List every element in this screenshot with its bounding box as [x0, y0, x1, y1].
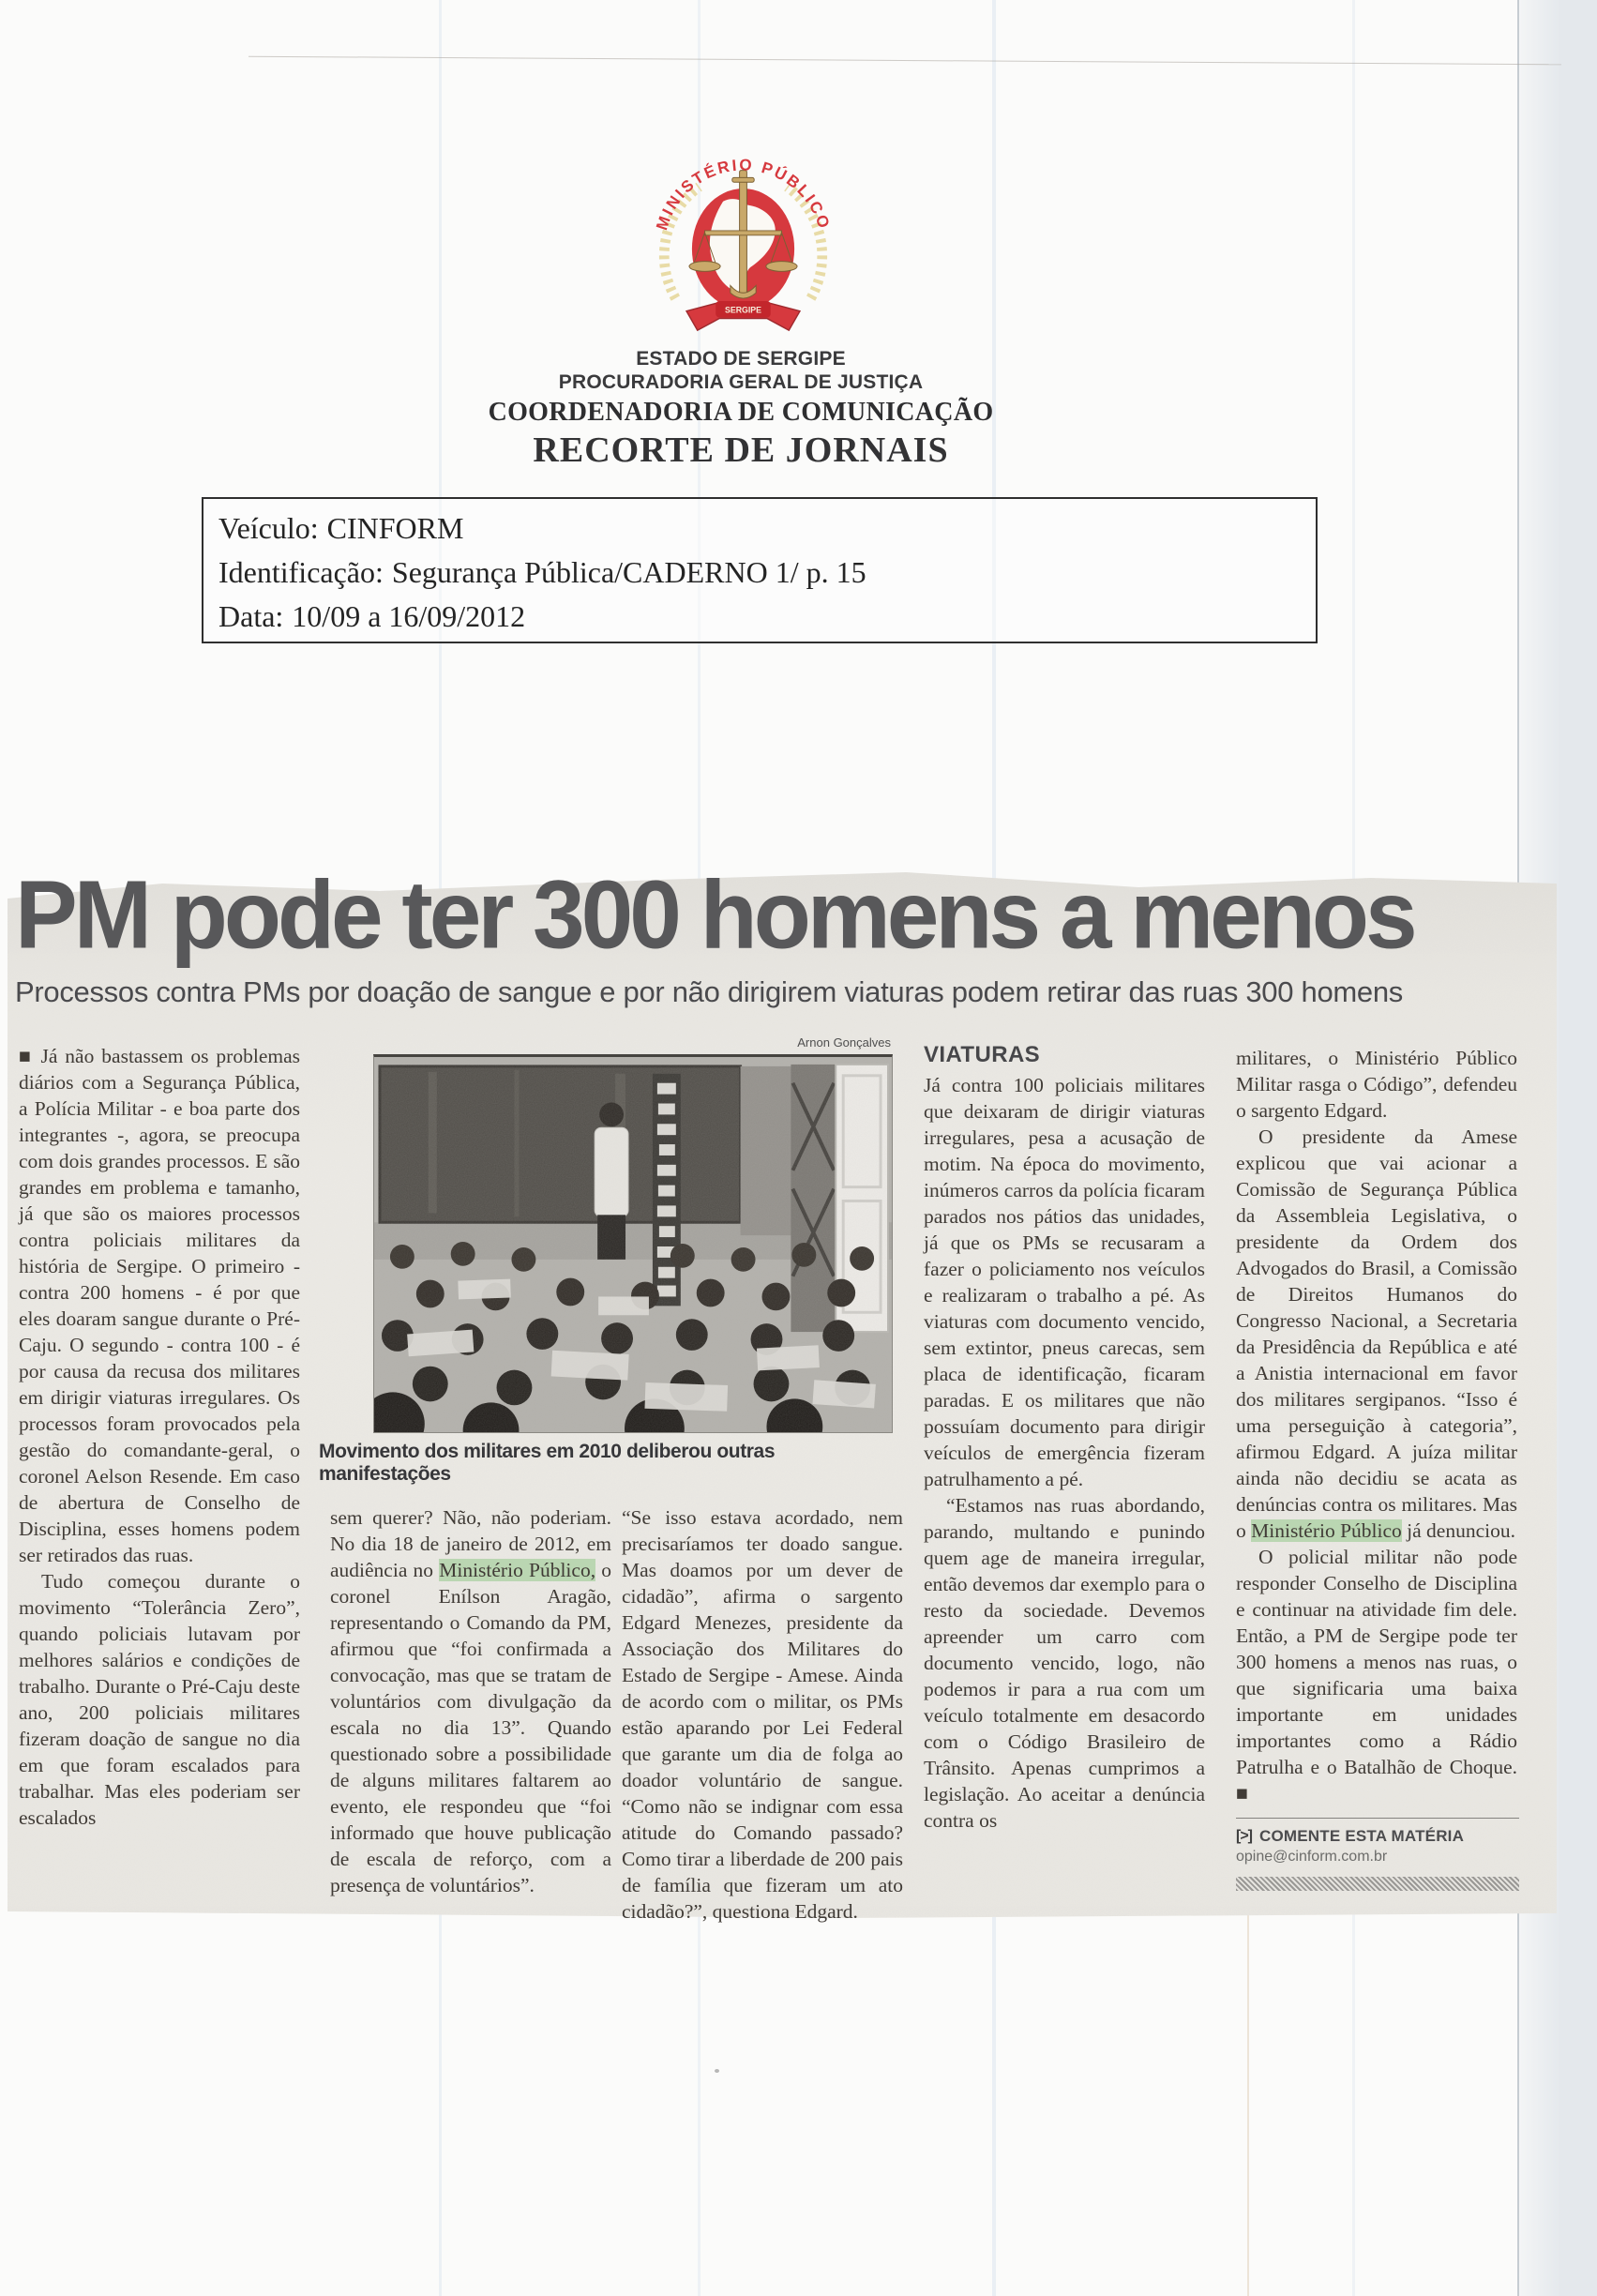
- sergipe-ribbon: [686, 301, 800, 330]
- org-coordenadoria-line: COORDENADORIA DE COMUNICAÇÃO: [488, 398, 994, 427]
- info-data-label: Data:: [218, 599, 284, 633]
- ministerio-publico-logo: [652, 150, 835, 342]
- article-column-2: [330, 1504, 611, 1898]
- info-data-line: [218, 595, 1316, 639]
- article-paragraph: [1236, 1544, 1517, 1806]
- article-paragraph: [1236, 1124, 1517, 1544]
- article-paragraph: [19, 1568, 300, 1831]
- doc-type-title: RECORTE DE JORNAIS: [533, 430, 949, 470]
- highlighted-text: Ministério Público: [1251, 1519, 1402, 1542]
- article-column-5: [1236, 1045, 1517, 1806]
- article-column-4: [924, 1043, 1205, 1834]
- article-headline: PM pode ter 300 homens a menos: [15, 861, 1414, 970]
- article-column-3: [622, 1504, 903, 1925]
- logo-arc-text: MINISTÉRIO PÚBLICO: [653, 156, 834, 233]
- article-paragraph: [924, 1492, 1205, 1834]
- paragraph-text: ■ Já não bastassem os problemas diários com a Segurança Pública, a Polícia Militar - e boa parte dos integrantes -, agora, se preocupa com dois grandes processos. E são grandes em problema e tamanho, já que são os maiores processos contra policiais militares da história de Sergipe. O primeiro - contra 200 homens - é por que eles doaram sangue durante o Pré-Caju. O segundo - contra 100 - é por causa da recusa dos militares em dirigir viaturas irregulares. Os processos foram provocados pela gestão do comandante-geral, o coronel Aelson Resende. Em caso de abertura de Conselho de Disciplina, esses homens podem ser retirados das ruas.: [19, 1045, 300, 1566]
- paragraph-text: O presidente da Amese explicou que vai acionar a Comissão de Segurança Pública da Assembleia Legislativa, o presidente da Ordem dos Advogados do Brasil, a Comissão de Direitos Humanos do Congresso Nacional, a Secretaria da Presidência da República e até a Anistia internacional em favor dos militares sergipanos. “Isso é uma perseguição à categoria”, afirmou Edgard. A juíza militar ainda não decidiu se acata as denúncias contra os militares. Mas o: [1236, 1125, 1517, 1542]
- paragraph-text: Já contra 100 policiais militares que deixaram de dirigir viaturas irregulares, pesa a acusação de motim. Na época do movimento, inúmeros carros da polícia ficaram parados nos pátios das unidades, já que os PMs se recusaram a fazer o policiamento nos veículos e realizaram o trabalho a pé. As viaturas com documento vencido, sem extintor, pneus carecas, sem placa de identificação, ficaram paradas. E os militares que não possuíam documento para dirigir veículos de emergência fizeram patrulhamento a pé.: [924, 1074, 1205, 1490]
- column-4-text: [924, 1072, 1205, 1834]
- article-footer: [1236, 1818, 1519, 1891]
- photo-credit: Arnon Gonçalves: [797, 1035, 891, 1050]
- article-paragraph: [1236, 1045, 1517, 1124]
- footer-divider: [1236, 1818, 1519, 1819]
- section-header-viaturas: VIATURAS: [924, 1042, 1041, 1067]
- info-data-value: 10/09 a 16/09/2012: [292, 599, 526, 633]
- paragraph-text: “Estamos nas ruas abordando, parando, multando e punindo quem age de maneira irregular, então devemos dar exemplo para o resto da sociedade. Devemos apreender um carro com documento vencido, logo, não podemos ir para a rua com um veículo totalmente em desacordo com o Código Brasileiro de Trânsito. Apenas cumprimos a legislação. Ao aceitar a denúncia contra os: [924, 1494, 1205, 1832]
- photo-caption: Movimento dos militares em 2010 deliberou outras manifestações: [319, 1441, 776, 1485]
- info-veiculo-line: [218, 506, 1316, 551]
- info-identificacao-line: [218, 551, 1316, 595]
- paragraph-text: O policial militar não pode responder Conselho de Disciplina e continuar na atividade fim dele. Então, a PM de Sergipe pode ter 300 homens a menos nas ruas, o que significaria uma baixa importante em unidades importantes como a Rádio Patrulha e o Batalhão de Choque. ■: [1236, 1546, 1517, 1805]
- paragraph-text: “Se isso estava acordado, nem precisaríamos ter doado sangue. Mas doamos por um dever de cidadão”, afirma o sargento Edgard Menezes, presidente da Associação dos Militares do Estado de Sergipe - Amese. Ainda de acordo com o militar, os PMs estão aparando por Lei Federal que garante um dia de folga ao doador voluntário de sangue. “Como não se indignar com essa atitude do Comando passado? Como tirar a liberdade de 200 pais de família que fizeram um ato cidadão?”, questiona Edgard.: [622, 1506, 903, 1923]
- comment-label: COMENTE ESTA MATÉRIA: [1259, 1827, 1465, 1845]
- article-paragraph: [330, 1504, 611, 1898]
- ribbon-text: SERGIPE: [725, 305, 761, 315]
- paragraph-text: o coronel Enílson Aragão, representando o Comando da PM, afirmou que “foi confirmada a convocação, mas que se tratam de voluntários com divulgação da escala no dia 13”. Quando questionado sobre a possibilidade de alguns militares faltarem ao evento, ele respondeu que “foi informado que houve publicação de escala de reforço, com a presença de voluntários”.: [330, 1559, 612, 1896]
- paragraph-text: militares, o Ministério Público Militar rasga o Código”, defendeu o sargento Edgard.: [1236, 1047, 1517, 1122]
- org-procuradoria-line: PROCURADORIA GERAL DE JUSTIÇA: [558, 371, 924, 393]
- comment-icon: [>]: [1236, 1828, 1252, 1844]
- info-veiculo-label: Veículo:: [218, 511, 319, 545]
- scan-artifact-line: [1247, 1904, 1249, 2296]
- clipping-end-hatch-bar: [1236, 1877, 1519, 1891]
- info-veiculo-value: CINFORM: [326, 511, 464, 545]
- comment-email: opine@cinform.com.br: [1236, 1849, 1388, 1865]
- scan-speck: [715, 2069, 719, 2073]
- article-subheadline: Processos contra PMs por doação de sangue e por não dirigirem viaturas podem retirar das ruas 300 homens: [15, 975, 1403, 1008]
- article-column-1: [19, 1043, 300, 1831]
- paragraph-text: sem querer? Não, não poderiam. No dia 18 de janeiro de 2012, em audiência no: [330, 1506, 611, 1581]
- info-identificacao-value: Segurança Pública/CADERNO 1/ p. 15: [391, 555, 866, 589]
- info-identificacao-label: Identificação:: [218, 555, 384, 589]
- paragraph-text: já denunciou.: [1401, 1519, 1515, 1542]
- comment-row: [1236, 1827, 1519, 1846]
- article-paragraph: [622, 1504, 903, 1925]
- article-paragraph: [19, 1043, 300, 1568]
- highlighted-text: Ministério Público,: [439, 1559, 596, 1581]
- paper-crease-line: [249, 56, 1561, 66]
- org-state-line: ESTADO DE SERGIPE: [636, 348, 846, 370]
- article-paragraph: [924, 1072, 1205, 1492]
- news-photo: [373, 1054, 893, 1433]
- paragraph-text: Tudo começou durante o movimento “Tolerância Zero”, quando policiais lutavam por melhores salários e condições de trabalho. Durante o Pré-Caju deste ano, 200 policiais militares fizeram doação de sangue no dia em que foram escalados para trabalhar. Mas eles poderiam ser escalados: [19, 1570, 300, 1829]
- photo-grain: [374, 1057, 892, 1432]
- clipping-info-box: [202, 497, 1318, 643]
